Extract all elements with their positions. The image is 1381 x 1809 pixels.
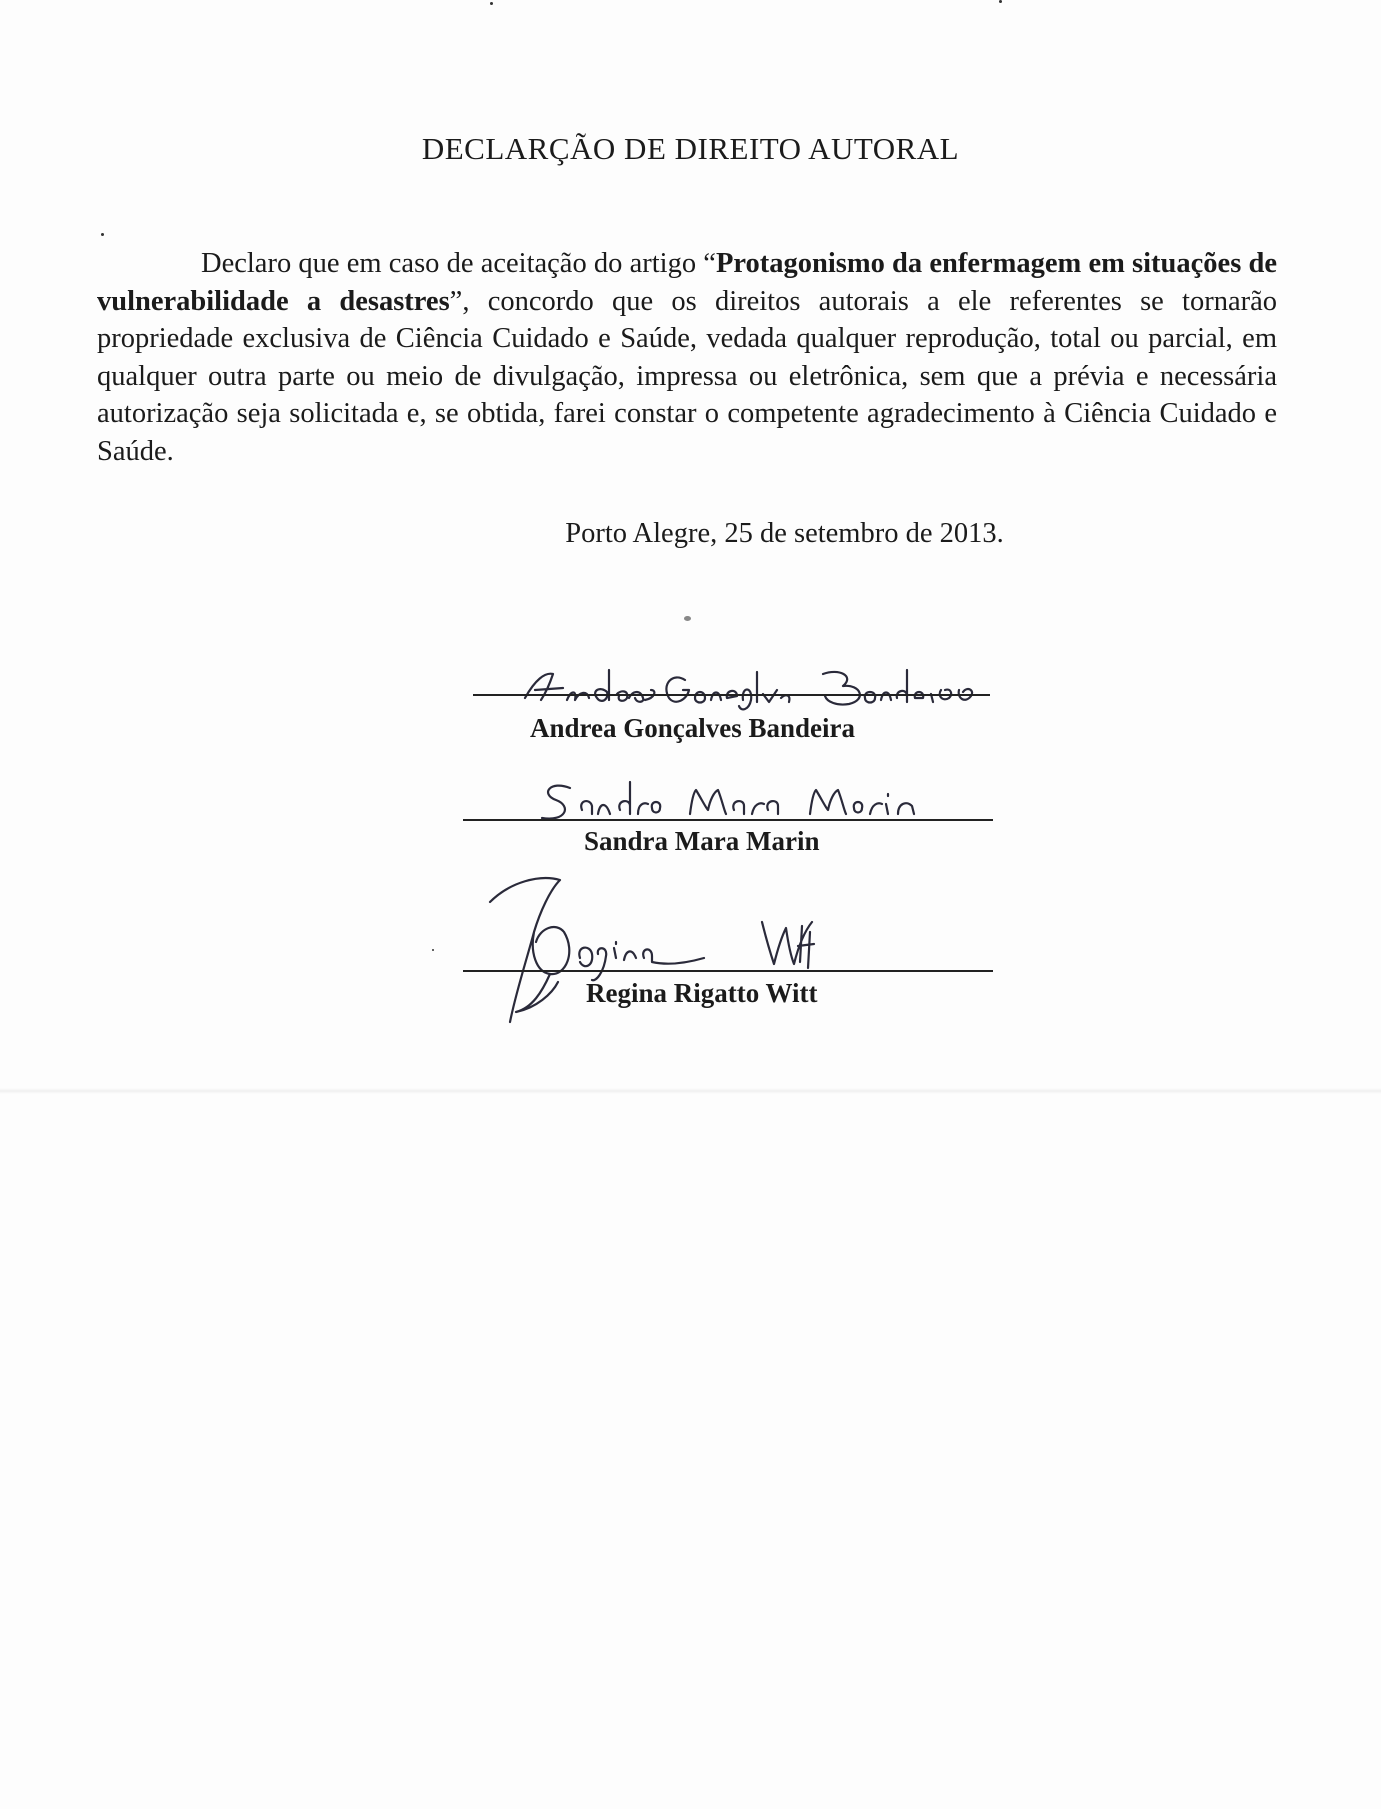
- signature-line: [473, 694, 990, 696]
- paragraph-lead: Declaro que em caso de aceitação do artigo “: [201, 248, 716, 279]
- document-title: DECLARÇÃO DE DIREITO AUTORAL: [421, 131, 960, 166]
- signatory-name: Andrea Gonçalves Bandeira: [530, 713, 856, 743]
- declaration-paragraph: [97, 245, 1277, 470]
- scan-speck: [101, 233, 104, 236]
- handwritten-signature-andrea: [505, 660, 1025, 720]
- scan-speck: [999, 0, 1002, 3]
- scan-speck: [432, 949, 434, 951]
- signature-line: [463, 819, 993, 821]
- scan-speck: [490, 2, 493, 5]
- signatory-name: Sandra Mara Marin: [584, 826, 820, 856]
- article-title: Protagonismo da enfermagem em situações de vulnerabilidade a desastres: [97, 248, 1277, 317]
- signature-line: [463, 970, 993, 972]
- paper-fold-crease: [0, 1088, 1381, 1094]
- scan-speck: [684, 616, 691, 621]
- signatory-name: Regina Rigatto Witt: [586, 978, 818, 1008]
- handwritten-signature-sandra: [530, 770, 980, 830]
- place-and-date: Porto Alegre, 25 de setembro de 2013.: [565, 518, 1004, 549]
- paragraph-rest: ”, concordo que os direitos autorais a ele referentes se tornarão propriedade exclusiva de Ciência Cuidado e Saúde, vedada qualquer reprodução, total ou parcial, em qualquer outra parte ou meio de divulgação, impressa ou eletrônica, sem que a prévia e necessária autorização seja solicitada e, se obtida, farei constar o competente agradecimento à Ciência Cuidado e Saúde.: [97, 285, 1278, 467]
